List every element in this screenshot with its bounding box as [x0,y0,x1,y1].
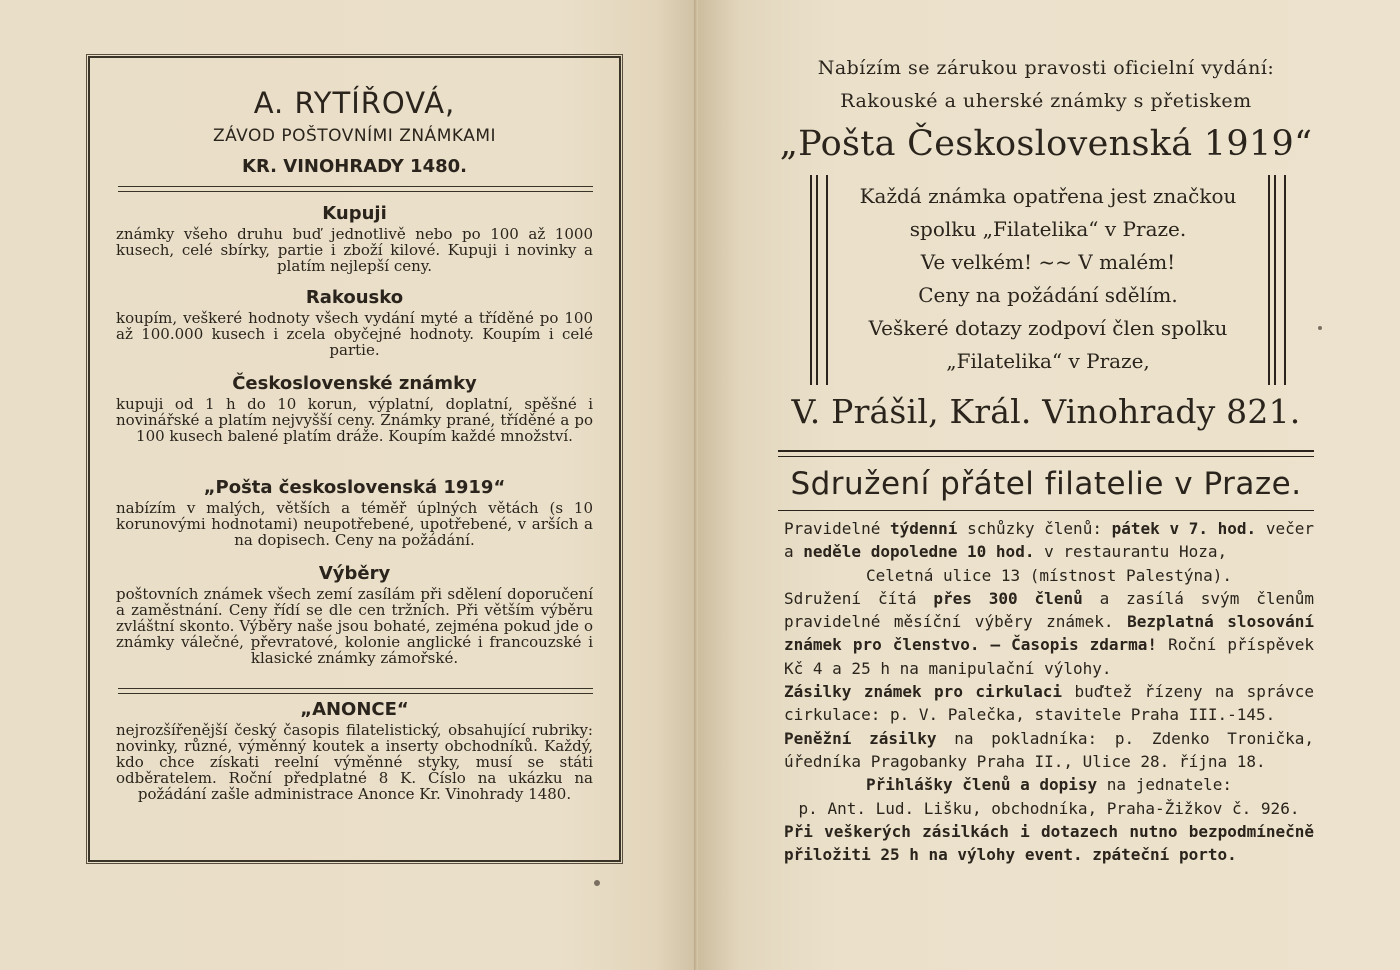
rytirova-advert [88,56,621,862]
club-title: Sdružení přátel filatelie v Praze. [790,466,1302,502]
section-heading: Československé známky [232,373,477,394]
offer-detail-line: Ceny na požádání sdělím. [918,283,1178,307]
ink-spot [1318,326,1322,330]
section-vybery [116,562,593,666]
section-text: poštovních známek všech zemí zasílám při sdělení doporučení a zaměstnání. Ceny řídí se dle cen tržních. Při větším výběru zvláštní skonto. Výběry naše jsou bohaté, zejména pokud jde o známky válečné, převratové, kolonie anglické i francouzské i klasické známky zámořské. [116,585,593,667]
divider-rule [778,450,1314,457]
posta-1919-title: „Pošta Československá 1919“ [779,124,1313,164]
offer-detail-line: Každá známka opatřena jest značkou [859,184,1237,208]
section-text: kupuji od 1 h do 10 korun, výplatní, doplatní, spěšné i novinářské a platím nejvyšší ceny. Známky prané, tříděné a po 100 kusech balené platím dráže. Koupím každé množství. [116,395,593,445]
section-text: nejrozšířenější český časopis filatelistický, obsahující rubriky: novinky, různé, výměnný koutek a inserty obchodníků. Každý, kdo chce získati reelní výměnné styky, musí se státi odběratelem. Roční předplatné 8 K. Číslo na ukázku na požádání zašle administrace Anonce Kr. Vinohrady 1480. [116,721,593,803]
right-ornament-bars [1268,175,1286,385]
offer-detail-line: spolku „Filatelika“ v Praze. [909,217,1187,241]
right-page [698,0,1400,970]
section-anonce [116,698,593,802]
divider-rule [118,688,593,694]
offer-line-1: Nabízím se zárukou pravosti oficielní vydání: [817,57,1275,79]
offer-line-2: Rakouské a uherské známky s přetiskem [840,90,1252,112]
section-heading: Výběry [318,563,391,584]
section-heading: „Pošta československá 1919“ [203,477,506,498]
section-ceskoslovenske [116,372,593,444]
section-text: koupím, veškeré hodnoty všech vydání myté a tříděné po 100 až 100.000 kusech i zcela obyčejné hodnoty. Koupím i celé partie. [116,309,593,359]
divider-rule [778,510,1314,511]
divider-rule [118,186,593,192]
firm-subtitle: ZÁVOD POŠTOVNÍMI ZNÁMKAMI [212,126,497,146]
offer-detail-line: Ve velkém! ~~ V malém! [920,250,1176,274]
club-membership: Sdružení čítá přes 300 členů a zasílá svým členům pravidelné měsíční výběry známek. Bezplatná slosování známek pro členstvo. — Časopis zdarma! Roční příspěvek Kč 4 a 25 h na manipulační výlohy. [784,588,1315,678]
section-posta-1919 [116,476,593,548]
section-heading: Rakousko [305,287,404,308]
offer-detail-line: „Filatelika“ v Praze, [946,349,1150,373]
club-meetings: Pravidelné týdenní schůzky členů: pátek v 7. hod. večer a neděle dopoledne 10 hod. v restaurantu Hoza, [784,519,1315,562]
club-circulation: Zásilky známek pro cirkulaci buďtež řízeny na správce cirkulace: p. V. Palečka, stavitele Praha III.-145. [784,682,1314,725]
club-payments: Peněžní zásilky na pokladníka: p. Zdenko Tronička, úředníka Pragobanky Praha II., Ulice 28. října 18. [784,728,1314,771]
club-info [784,517,1314,866]
section-heading: „ANONCE“ [300,699,409,720]
signer-address: V. Prášil, Král. Vinohrady 821. [791,392,1301,431]
section-kupuji [116,202,593,274]
left-page [0,0,698,970]
left-ornament-bars [810,175,828,385]
section-rakousko [116,286,593,358]
club-venue: Celetná ulice 13 (místnost Palestýna). [865,565,1233,585]
ink-spot [594,880,600,886]
offer-details [838,180,1258,378]
club-secretary: p. Ant. Lud. Lišku, obchodníka, Praha-Žižkov č. 926. [798,798,1300,818]
club-applications: Přihlášky členů a dopisy na jednatele: [865,775,1233,795]
section-text: nabízím v malých, větších a téměř úplných větách (s 10 korunovými hodnotami) neupotřebené, upotřebené, v arších a na dopisech. Ceny na požádání. [116,499,593,549]
firm-address: KR. VINOHRADY 1480. [242,156,467,177]
club-postage-note: Při veškerých zásilkách i dotazech nutno bezpodmínečně přiložiti 25 h na výlohy event. zpáteční porto. [784,821,1314,865]
offer-detail-line: Veškeré dotazy zodpoví člen spolku [868,316,1228,340]
section-heading: Kupuji [322,203,387,224]
firm-name: A. RYTÍŘOVÁ, [253,86,456,120]
section-text: známky všeho druhu buď jednotlivě nebo po 100 až 1000 kusech, celé sbírky, partie i zboží kilové. Kupuji i novinky a platím nejlepší ceny. [116,225,593,275]
